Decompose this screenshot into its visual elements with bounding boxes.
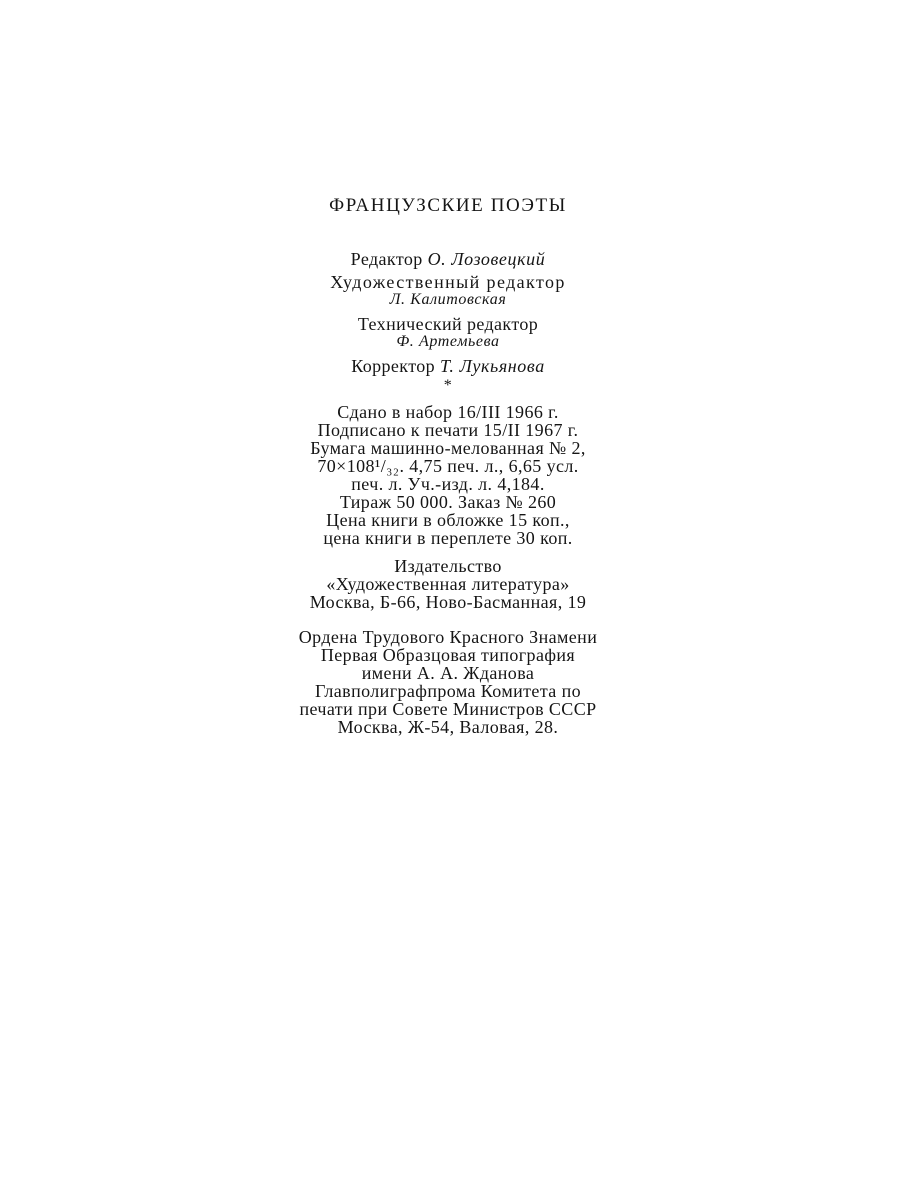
tech-editor-name: Ф. Артемьева [396,333,500,350]
print-info-line: Сдано в набор 16/III 1966 г. [337,402,559,422]
art-editor-role: Художественный редактор [330,272,566,292]
print-info-line: 70×108¹/₃₂. 4,75 печ. л., 6,65 усл. [317,456,579,476]
corrector-role: Корректор [351,356,436,376]
printer-line: печати при Совете Министров СССР [299,699,597,719]
publisher-line: Москва, Б-66, Ново-Басманная, 19 [309,592,587,612]
printer-line: Москва, Ж-54, Валовая, 28. [337,717,559,737]
book-title: ФРАНЦУЗСКИЕ ПОЭТЫ [329,195,567,216]
art-editor-name: Л. Калитовская [389,291,507,308]
publisher-line: «Художественная литература» [326,574,570,594]
editor-role: Редактор [350,249,423,269]
publisher-line: Издательство [394,556,502,576]
printer-line: имени А. А. Жданова [361,663,535,683]
corrector-line [351,357,545,375]
print-info-line: Цена книги в обложке 15 коп., [326,510,570,530]
print-info-line: цена книги в переплете 30 коп. [323,528,573,548]
editor-name: О. Лозовецкий [427,249,546,269]
tech-editor-role: Технический редактор [357,314,539,334]
editor-line [351,250,546,268]
print-info-line: Бумага машинно-мелованная № 2, [310,438,586,458]
print-info-line: печ. л. Уч.-изд. л. 4,184. [351,474,545,494]
printer-line: Ордена Трудового Красного Знамени [298,627,598,647]
corrector-name: Т. Лукьянова [439,356,545,376]
print-info-line: Тираж 50 000. Заказ № 260 [339,492,557,512]
print-info-line: Подписано к печати 15/II 1967 г. [317,420,579,440]
separator-star: * [443,377,453,394]
printer-line: Первая Образцовая типография [320,645,576,665]
printer-line: Главполиграфпрома Комитета по [314,681,582,701]
